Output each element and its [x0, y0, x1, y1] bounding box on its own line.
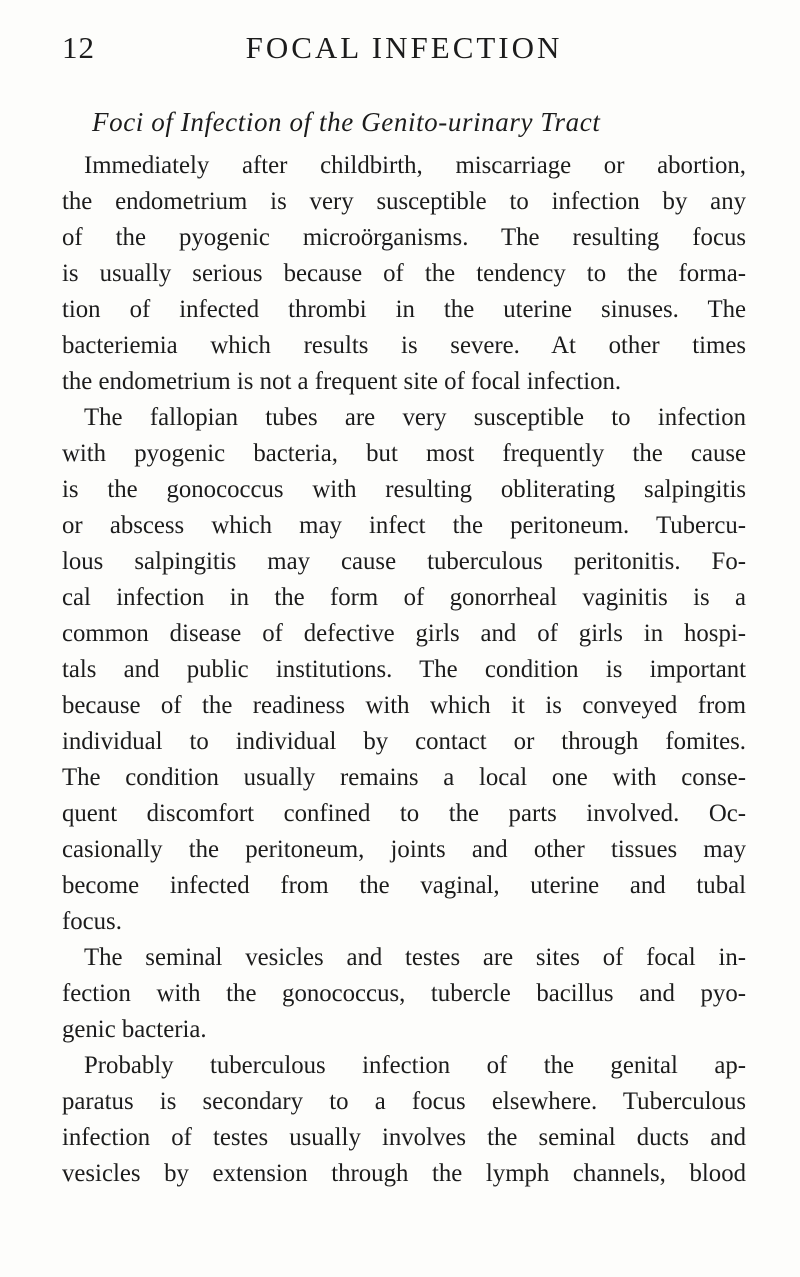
text-line: or abscess which may infect the peritoneum. Tubercu-	[62, 512, 746, 539]
text-line: common disease of defective girls and of girls in hospi-	[62, 620, 746, 647]
running-head	[62, 0, 746, 70]
text-line: the endometrium is not a frequent site of focal infection.	[62, 368, 622, 395]
text-line: is the gonococcus with resulting obliterating salpingitis	[62, 476, 746, 503]
text-line: tals and public institutions. The condition is important	[62, 656, 746, 683]
text-line: The condition usually remains a local one with conse-	[62, 764, 746, 791]
text-line: quent discomfort confined to the parts involved. Oc-	[62, 800, 746, 827]
text-line: Probably tuberculous infection of the genital ap-	[84, 1052, 746, 1079]
text-line: Immediately after childbirth, miscarriage or abortion,	[84, 152, 746, 179]
text-line: casionally the peritoneum, joints and other tissues may	[62, 836, 746, 863]
text-line: because of the readiness with which it is conveyed from	[62, 692, 746, 719]
text-line: focus.	[62, 908, 122, 935]
text-line: The seminal vesicles and testes are sites of focal in-	[84, 944, 746, 971]
text-line: The fallopian tubes are very susceptible to infection	[84, 404, 746, 431]
text-line: bacteriemia which results is severe. At other times	[62, 332, 746, 359]
text-line: infection of testes usually involves the seminal ducts and	[62, 1124, 746, 1151]
text-line: with pyogenic bacteria, but most frequently the cause	[62, 440, 746, 467]
text-line: lous salpingitis may cause tuberculous peritonitis. Fo-	[62, 548, 746, 575]
text-line: fection with the gonococcus, tubercle bacillus and pyo-	[62, 980, 746, 1007]
text-line: of the pyogenic microörganisms. The resulting focus	[62, 224, 746, 251]
text-line: tion of infected thrombi in the uterine sinuses. The	[62, 296, 746, 323]
page-number: 12	[62, 30, 95, 65]
running-title: FOCAL INFECTION	[245, 30, 563, 65]
book-page	[62, 0, 746, 1192]
text-line: paratus is secondary to a focus elsewhere. Tuberculous	[62, 1088, 746, 1115]
text-line: vesicles by extension through the lymph channels, blood	[62, 1160, 746, 1187]
text-line: genic bacteria.	[62, 1016, 207, 1043]
text-line: the endometrium is very susceptible to infection by any	[62, 188, 746, 215]
body-text	[62, 148, 746, 1192]
text-line: individual to individual by contact or through fomites.	[62, 728, 746, 755]
section-title: Foci of Infection of the Genito-urinary Tract	[92, 107, 601, 137]
text-line: is usually serious because of the tendency to the forma-	[62, 260, 746, 287]
text-line: cal infection in the form of gonorrheal vaginitis is a	[62, 584, 746, 611]
text-line: become infected from the vaginal, uterine and tubal	[62, 872, 746, 899]
